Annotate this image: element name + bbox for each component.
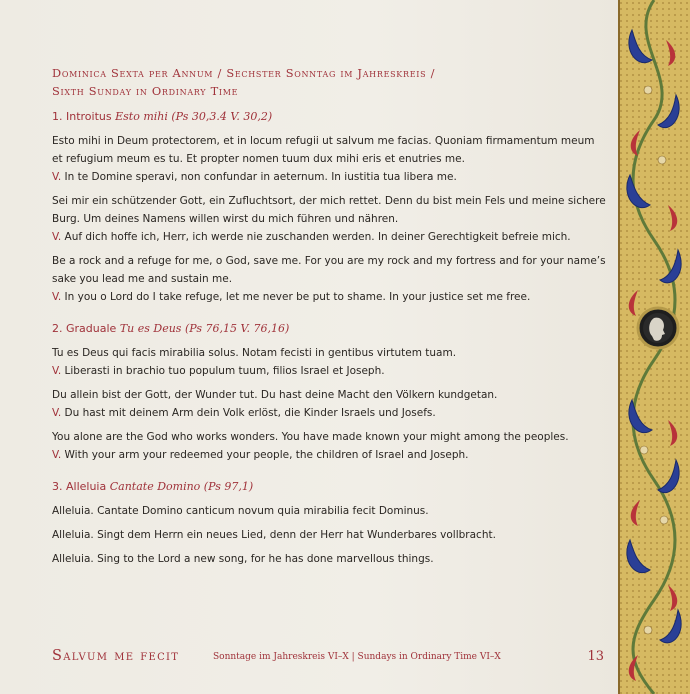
latin-text: Tu es Deus qui facis mirabilia solus. Notam fecisti in gentibus virtutem tuam. <box>52 347 457 359</box>
german-text: Du allein bist der Gott, der Wunder tut. Du hast deine Macht den Völkern kundgetan. <box>52 389 498 401</box>
verse-marker: V. <box>52 449 62 461</box>
header-line-1: Dominica Sexta per Annum / Sechster Sonntag im Jahreskreis / <box>52 66 436 80</box>
german-text: Alleluia. Singt dem Herrn ein neues Lied, denn der Herr hat Wunderbares vollbracht. <box>52 529 496 541</box>
section-heading <box>52 478 608 496</box>
page-header <box>52 64 572 100</box>
german-verse <box>52 228 608 246</box>
footer-brand: Salvum me fecit <box>52 648 180 664</box>
german-text: Sei mir ein schützender Gott, ein Zufluchtsort, der mich rettet. Denn du bist mein Fels und meine sichere Burg. Um deines Namens willen wirst du mich führen und nähren. <box>52 195 606 225</box>
verse-text: Liberasti in brachio tuo populum tuum, filios Israel et Joseph. <box>64 365 385 377</box>
verse-text: Auf dich hoffe ich, Herr, ich werde nie zuschanden werden. In deiner Gerechtigkeit befreie mich. <box>64 231 571 243</box>
verse-marker: V. <box>52 171 62 183</box>
header-line-2: Sixth Sunday in Ordinary Time <box>52 84 239 98</box>
section-reference: (Ps 76,15 V. 76,16) <box>184 322 290 335</box>
section-title: Tu es Deus <box>119 322 182 335</box>
english-text: You alone are the God who works wonders. You have made known your might among the peoples. <box>52 431 569 443</box>
page-footer <box>52 648 608 672</box>
verse-marker: V. <box>52 231 62 243</box>
section-number-label: 1. Introitus <box>52 110 112 123</box>
footer-subtitle: Sonntage im Jahreskreis VI–X | Sundays in Ordinary Time VI–X <box>213 652 501 662</box>
english-text: Alleluia. Sing to the Lord a new song, for he has done marvellous things. <box>52 553 434 565</box>
english-text: Be a rock and a refuge for me, o God, save me. For you are my rock and my fortress and for your name’s sake you lead me and sustain me. <box>52 255 606 285</box>
latin-verse <box>52 362 608 380</box>
verse-marker: V. <box>52 291 62 303</box>
latin-verse <box>52 168 608 186</box>
section-title: Esto mihi <box>115 110 168 123</box>
page-content <box>52 108 608 568</box>
verse-text: In te Domine speravi, non confundar in aeternum. In iustitia tua libera me. <box>64 171 457 183</box>
latin-text: Esto mihi in Deum protectorem, et in locum refugii ut salvum me facias. Quoniam firmamentum meum et refugium meum es tu. Et propter nomen tuum dux mihi eris et enutries me. <box>52 135 595 165</box>
english-verse <box>52 446 608 464</box>
verse-text: Du hast mit deinem Arm dein Volk erlöst, die Kinder Israels und Josefs. <box>64 407 436 419</box>
verse-marker: V. <box>52 365 62 377</box>
section-heading <box>52 320 608 338</box>
section-number-label: 2. Graduale <box>52 322 117 335</box>
section-alleluia <box>52 478 608 568</box>
verse-text: In you o Lord do I take refuge, let me never be put to shame. In your justice set me free. <box>64 291 531 303</box>
english-verse <box>52 288 608 306</box>
section-number-label: 3. Alleluia <box>52 480 107 493</box>
latin-text: Alleluia. Cantate Domino canticum novum quia mirabilia fecit Dominus. <box>52 505 429 517</box>
illuminated-border-art <box>618 0 690 694</box>
section-reference: (Ps 97,1) <box>203 480 254 493</box>
german-verse <box>52 404 608 422</box>
verse-text: With your arm your redeemed your people, the children of Israel and Joseph. <box>64 449 469 461</box>
section-heading <box>52 108 608 126</box>
page-number: 13 <box>587 649 604 664</box>
section-title: Cantate Domino <box>109 480 201 493</box>
illuminated-border <box>618 0 690 694</box>
section-reference: (Ps 30,3.4 V. 30,2) <box>171 110 273 123</box>
section-graduale <box>52 320 608 464</box>
section-introitus <box>52 108 608 306</box>
verse-marker: V. <box>52 407 62 419</box>
